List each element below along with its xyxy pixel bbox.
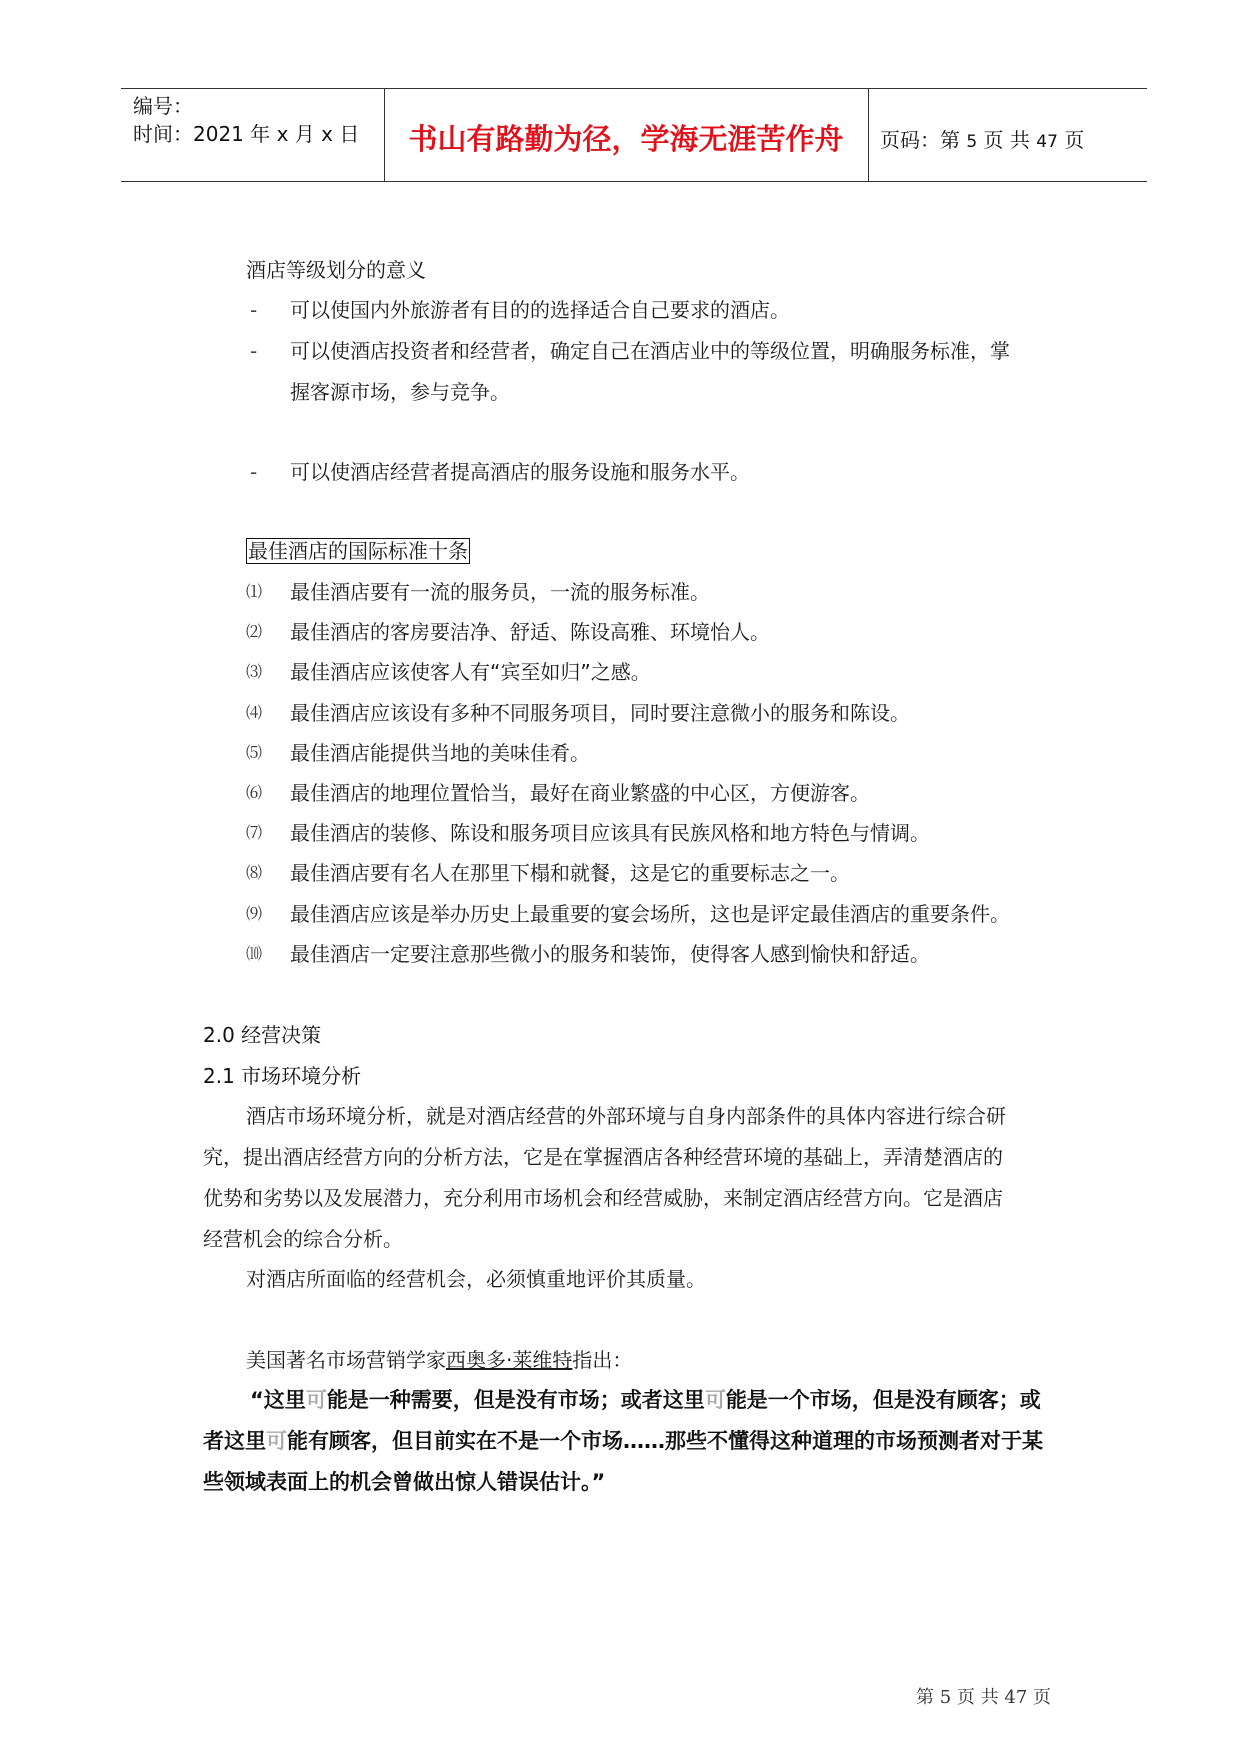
intro-text: 美国著名市场营销学家 bbox=[246, 1348, 446, 1372]
bullet-mark: - bbox=[250, 339, 258, 363]
intro-text: 指出： bbox=[572, 1348, 633, 1372]
paragraph-line: 经营机会的综合分析。 bbox=[203, 1227, 403, 1251]
boxed-heading: 最佳酒店的国际标准十条 bbox=[248, 539, 468, 563]
paragraph: 对酒店所面临的经营机会，必须慎重地评价其质量。 bbox=[246, 1267, 706, 1291]
list-item: 最佳酒店能提供当地的美味佳肴。 bbox=[290, 741, 590, 765]
list-number: ⑵ bbox=[246, 622, 263, 641]
list-item: 最佳酒店的客房要洁净、舒适、陈设高雅、环境怡人。 bbox=[290, 620, 770, 644]
bullet-mark: - bbox=[250, 298, 258, 322]
footer-page-total: 47 bbox=[1004, 1687, 1028, 1708]
quote-text: 能有顾客，但目前实在不是一个市场……那些不懂得这种道理的市场预测者对于某 bbox=[287, 1429, 1043, 1453]
quote-text: “这里 bbox=[250, 1388, 306, 1412]
list-number: ⑴ bbox=[246, 582, 263, 601]
quote-text: 能是一种需要，但是没有市场；或者这里 bbox=[326, 1388, 705, 1412]
header-divider bbox=[868, 88, 869, 182]
paragraph-line: 优势和劣势以及发展潜力，充分利用市场机会和经营威胁，来制定酒店经营方向。它是酒店 bbox=[203, 1186, 1003, 1210]
section-title-boxed bbox=[246, 537, 470, 565]
page-prefix: 页码：第 bbox=[880, 128, 960, 152]
bullet-text: 可以使酒店经营者提高酒店的服务设施和服务水平。 bbox=[290, 460, 750, 484]
list-number: ⑸ bbox=[246, 743, 263, 762]
quote-line bbox=[250, 1385, 1041, 1415]
quote-faded-char: 可 bbox=[704, 1388, 726, 1412]
bullet-text: 可以使酒店投资者和经营者，确定自己在酒店业中的等级位置，明确服务标准，掌 bbox=[290, 339, 1010, 363]
list-number: ⑻ bbox=[246, 863, 263, 882]
time-label: 时间：2021 年 x 月 x 日 bbox=[133, 122, 360, 146]
paragraph-line: 究，提出酒店经营方向的分析方法，它是在掌握酒店各种经营环境的基础上，弄清楚酒店的 bbox=[203, 1145, 1003, 1169]
quote-faded-char: 可 bbox=[266, 1429, 287, 1453]
header-page-info bbox=[880, 124, 1084, 153]
header-bottom-rule bbox=[121, 181, 1147, 182]
page-mid: 页 共 bbox=[983, 128, 1030, 152]
list-item: 最佳酒店要有名人在那里下榻和就餐，这是它的重要标志之一。 bbox=[290, 861, 850, 885]
header-top-rule bbox=[121, 88, 1147, 89]
quote-text: 能是一个市场，但是没有顾客；或 bbox=[725, 1388, 1041, 1412]
list-item: 最佳酒店要有一流的服务员，一流的服务标准。 bbox=[290, 580, 710, 604]
person-name: 西奥多·莱维特 bbox=[446, 1348, 573, 1372]
header-info bbox=[133, 92, 359, 148]
footer-prefix: 第 bbox=[916, 1687, 934, 1708]
footer-suffix: 页 bbox=[1033, 1687, 1052, 1708]
footer-page-number: 5 bbox=[939, 1687, 952, 1708]
list-number: ⑹ bbox=[246, 783, 263, 802]
section-title: 酒店等级划分的意义 bbox=[246, 258, 426, 282]
list-number: ⑶ bbox=[246, 662, 263, 681]
footer-mid: 页 共 bbox=[956, 1687, 999, 1708]
list-number: ⑽ bbox=[246, 944, 263, 963]
heading-2-1: 2.1 市场环境分析 bbox=[203, 1064, 362, 1088]
list-number: ⑼ bbox=[246, 904, 263, 923]
page-footer bbox=[916, 1683, 1051, 1709]
quote-text: 者这里 bbox=[203, 1429, 266, 1453]
quote-faded-char: 可 bbox=[305, 1388, 327, 1412]
list-item: 最佳酒店的装修、陈设和服务项目应该具有民族风格和地方特色与情调。 bbox=[290, 821, 930, 845]
quote-line: 些领域表面上的机会曾做出惊人错误估计。” bbox=[203, 1470, 606, 1494]
bullet-text-continued: 握客源市场，参与竞争。 bbox=[290, 380, 510, 404]
bullet-text: 可以使国内外旅游者有目的的选择适合自己要求的酒店。 bbox=[290, 298, 790, 322]
quote-intro bbox=[246, 1346, 632, 1374]
page-total: 47 bbox=[1036, 132, 1058, 152]
list-item: 最佳酒店一定要注意那些微小的服务和装饰，使得客人感到愉快和舒适。 bbox=[290, 942, 930, 966]
page-suffix: 页 bbox=[1064, 128, 1085, 152]
list-number: ⑺ bbox=[246, 823, 263, 842]
list-item: 最佳酒店的地理位置恰当，最好在商业繁盛的中心区，方便游客。 bbox=[290, 781, 870, 805]
page-number: 5 bbox=[966, 132, 978, 152]
serial-label: 编号： bbox=[133, 94, 193, 118]
list-number: ⑷ bbox=[246, 703, 263, 722]
bullet-mark: - bbox=[250, 460, 258, 484]
list-item: 最佳酒店应该设有多种不同服务项目，同时要注意微小的服务和陈设。 bbox=[290, 701, 910, 725]
list-item: 最佳酒店应该是举办历史上最重要的宴会场所，这也是评定最佳酒店的重要条件。 bbox=[290, 902, 1010, 926]
header-motto: 书山有路勤为径，学海无涯苦作舟 bbox=[408, 122, 844, 156]
quote-line bbox=[203, 1426, 1043, 1456]
paragraph-line: 酒店市场环境分析，就是对酒店经营的外部环境与自身内部条件的具体内容进行综合研 bbox=[246, 1104, 1006, 1128]
list-item: 最佳酒店应该使客人有“宾至如归”之感。 bbox=[290, 660, 651, 684]
heading-2-0: 2.0 经营决策 bbox=[203, 1023, 322, 1047]
